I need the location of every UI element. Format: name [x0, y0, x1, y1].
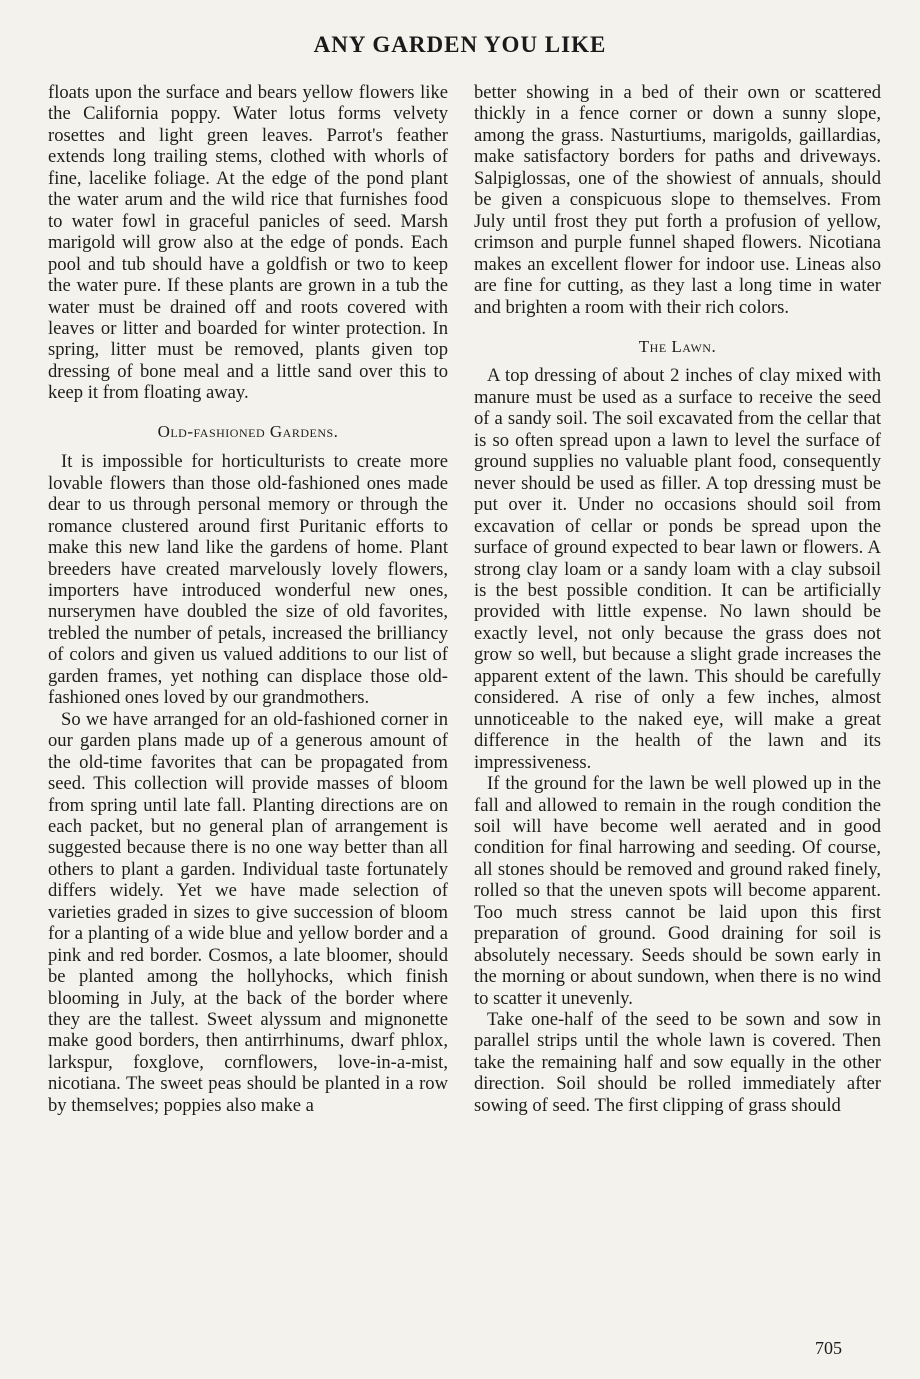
paragraph-lawn-top-dressing: A top dressing of about 2 inches of clay mixed with manure must be used as a surface to receive the seed of a sandy soil. The soil excavated from the cellar that is so often spread upon a lawn to level the surface of ground supplies no valuable plant food, consequently never should be used as filler. A top dressing must be put over it. Under no occasions should soil from excavation of cellar or ponds be spread upon the surface of ground expected to bear lawn or flowers. A strong clay loam or a sandy loam with a clay subsoil is the best possible condition. It can be artificially provided with little expense. No lawn should be exactly level, not only because the grass does not grow so well, but because a slight grade increases the apparent extent of the lawn. This should be carefully considered. A rise of only a few inches, almost unnoticeable to the naked eye, will make a great difference in the health of the lawn and its impressiveness. — [474, 365, 881, 773]
paragraph-old-fashioned-corner: So we have arranged for an old-fashioned corner in our garden plans made up of a generous amount of the old-time favorites that can be propagated from seed. This collection will provide masses of bloom from spring until late fall. Planting directions are on each packet, but no general plan of arrangement is suggested because there is no one way better than all others to plant a garden. Individual taste fortunately differs widely. Yet we have made selection of varieties graded in sizes to give succession of bloom for a planting of a wide blue and yellow border and a pink and red border. Cosmos, a late bloomer, should be planted among the hollyhocks, which finish blooming in July, at the back of the border where they are the tallest. Sweet alyssum and mignonette make good borders, then antirrhinums, dwarf phlox, larkspur, foxglove, cornflowers, love-in-a-mist, nicotiana. The sweet peas should be planted in a row by themselves; poppies also make a — [48, 708, 448, 1116]
left-column — [48, 82, 448, 1116]
paragraph-old-fashioned-intro: It is impossible for horticulturists to create more lovable flowers than those old-fashioned ones made dear to us through personal memory or through the romance clustered around first Puritanic efforts to make this new land like the gardens of home. Plant breeders have created marvelously lovely flowers, importers have introduced wonderful new ones, nurserymen have doubled the size of old favorites, trebled the number of petals, increased the brilliancy of colors and given us valued additions to our list of garden frames, yet nothing can displace those old-fashioned ones loved by our grandmothers. — [48, 451, 448, 709]
paragraph-pond-plants: floats upon the surface and bears yellow flowers like the California poppy. Water lotus forms velvety rosettes and light green leaves. Parrot's feather extends long trailing stems, clothed with whorls of fine, lacelike foliage. At the edge of the pond plant the water arum and the wild rice that furnishes food to water fowl in graceful panicles of seed. Marsh marigold will grow also at the edge of ponds. Each pool and tub should have a goldfish or two to keep the water pure. If these plants are grown in a tub the water must be drained off and roots covered with leaves or litter and boarded for winter protection. In spring, litter must be removed, plants given top dressing of bone meal and a little sand over this to keep it from floating away. — [48, 82, 448, 404]
running-head-title: ANY GARDEN YOU LIKE — [313, 32, 607, 57]
right-column — [474, 82, 881, 1116]
section-heading-the-lawn: The Lawn. — [638, 336, 717, 356]
section-heading-old-fashioned-gardens: Old-fashioned Gardens. — [157, 421, 339, 441]
paragraph-lawn-ground-preparation: If the ground for the lawn be well plowed up in the fall and allowed to remain in the rough condition the soil will have become well aerated and in good condition for final harrowing and seeding. Of course, all stones should be removed and ground raked finely, rolled so that the uneven spots will become apparent. Too much stress cannot be laid upon this first preparation of ground. Good draining for soil is absolutely necessary. Seeds should be sown early in the morning or about sundown, when there is no wind to scatter it unevenly. — [474, 773, 881, 1009]
paragraph-lawn-sowing: Take one-half of the seed to be sown and sow in parallel strips until the whole lawn is covered. Then take the remaining half and sow equally in the other direction. Soil should be rolled immediately after sowing of seed. The first clipping of grass should — [474, 1009, 881, 1116]
page-number: 705 — [815, 1338, 842, 1358]
paragraph-annual-borders: better showing in a bed of their own or scattered thickly in a fence corner or down a sunny slope, among the grass. Nasturtiums, marigolds, gaillardias, make satisfactory borders for paths and driveways. Salpiglossas, one of the showiest of annuals, should be given a conspicuous slope to themselves. From July until frost they put forth a profusion of yellow, crimson and purple funnel shaped flowers. Nicotiana makes an excellent flower for indoor use. Lineas also are fine for cutting, as they last a long time in water and brighten a room with their rich colors. — [474, 82, 881, 318]
